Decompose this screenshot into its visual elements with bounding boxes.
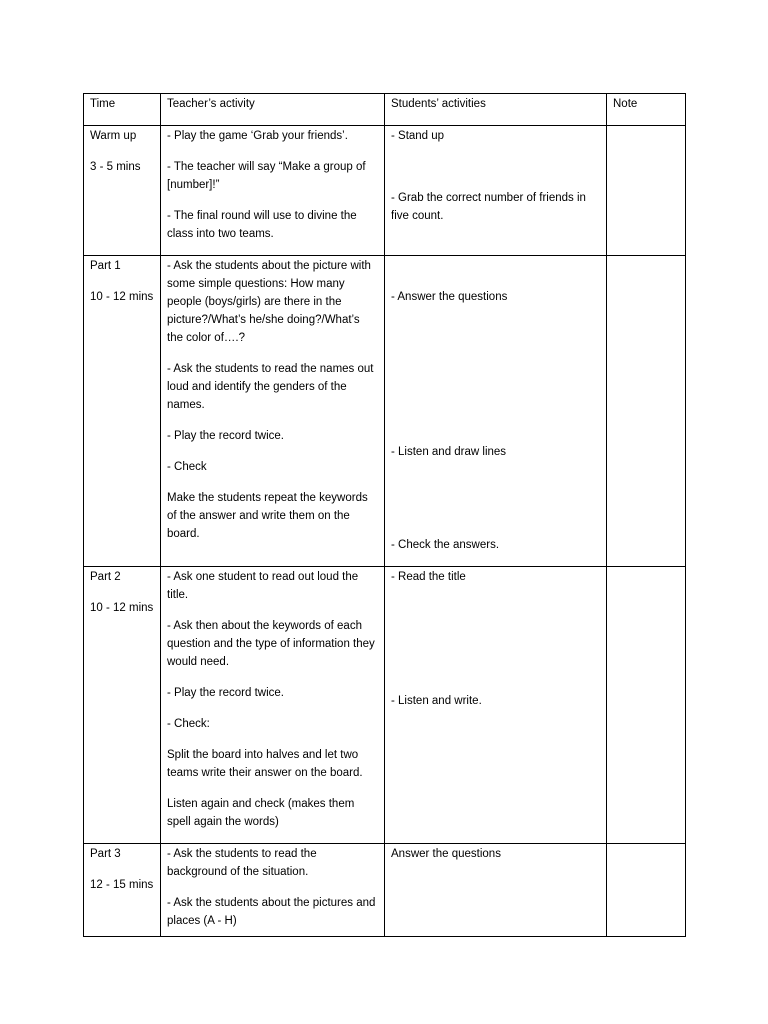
stage-label: Warm up (90, 130, 137, 142)
teacher-activity-cell (161, 844, 385, 937)
teacher-step: - The teacher will say “Make a group of [number]!” (167, 161, 366, 191)
teacher-step: - Ask the students about the pictures and places (A - H) (167, 897, 376, 927)
students-activity-cell (385, 256, 607, 567)
teacher-step: - Play the record twice. (167, 687, 284, 699)
header-students-activities: Students’ activities (385, 94, 607, 126)
teacher-activity-cell (161, 256, 385, 567)
student-step: - Check the answers. (391, 539, 500, 551)
teacher-activity-cell (161, 567, 385, 844)
teacher-step: Listen again and check (makes them spell again the words) (167, 798, 355, 828)
table-row (84, 256, 686, 567)
header-note: Note (607, 94, 686, 126)
note-cell (607, 256, 686, 567)
student-step: - Stand up (391, 130, 445, 142)
header-teacher-activity: Teacher’s activity (161, 94, 385, 126)
student-step: - Listen and draw lines (391, 446, 507, 458)
students-activity-cell (385, 844, 607, 937)
teacher-step: - The final round will use to divine the class into two teams. (167, 210, 357, 240)
student-step: Answer the questions (391, 848, 501, 860)
header-time: Time (84, 94, 161, 126)
teacher-step: - Ask the students to read the background of the situation. (167, 848, 317, 878)
duration-label: 10 - 12 mins (90, 602, 154, 614)
time-cell (84, 844, 161, 937)
note-cell (607, 126, 686, 256)
teacher-step: - Ask one student to read out loud the title. (167, 571, 359, 601)
table-row (84, 844, 686, 937)
lesson-plan-table (83, 93, 686, 937)
teacher-step: Split the board into halves and let two teams write their answer on the board. (167, 749, 363, 779)
students-activity-cell (385, 567, 607, 844)
stage-label: Part 1 (90, 260, 121, 272)
teacher-step: Make the students repeat the keywords of the answer and write them on the board. (167, 492, 368, 540)
teacher-step: - Check: (167, 718, 210, 730)
time-cell (84, 567, 161, 844)
time-cell (84, 126, 161, 256)
table-row (84, 126, 686, 256)
time-cell (84, 256, 161, 567)
students-activity-cell (385, 126, 607, 256)
teacher-step: - Ask the students to read the names out loud and identify the genders of the names. (167, 363, 374, 411)
teacher-step: - Ask the students about the picture with some simple questions: How many people (boys/girls) are there in the picture?/What’s he/she doing?/What’s the color of….? (167, 260, 371, 344)
duration-label: 12 - 15 mins (90, 879, 154, 891)
teacher-activity-cell (161, 126, 385, 256)
table-row (84, 567, 686, 844)
duration-label: 3 - 5 mins (90, 161, 141, 173)
table-header-row (84, 94, 686, 126)
stage-label: Part 3 (90, 848, 121, 860)
teacher-step: - Play the record twice. (167, 430, 284, 442)
teacher-step: - Check (167, 461, 207, 473)
stage-label: Part 2 (90, 571, 121, 583)
note-cell (607, 844, 686, 937)
student-step: - Grab the correct number of friends in five count. (391, 192, 586, 222)
note-cell (607, 567, 686, 844)
student-step: - Listen and write. (391, 695, 482, 707)
student-step: - Read the title (391, 571, 466, 583)
teacher-step: - Play the game ‘Grab your friends’. (167, 130, 348, 142)
student-step: - Answer the questions (391, 291, 508, 303)
duration-label: 10 - 12 mins (90, 291, 154, 303)
teacher-step: - Ask then about the keywords of each question and the type of information they would need. (167, 620, 375, 668)
